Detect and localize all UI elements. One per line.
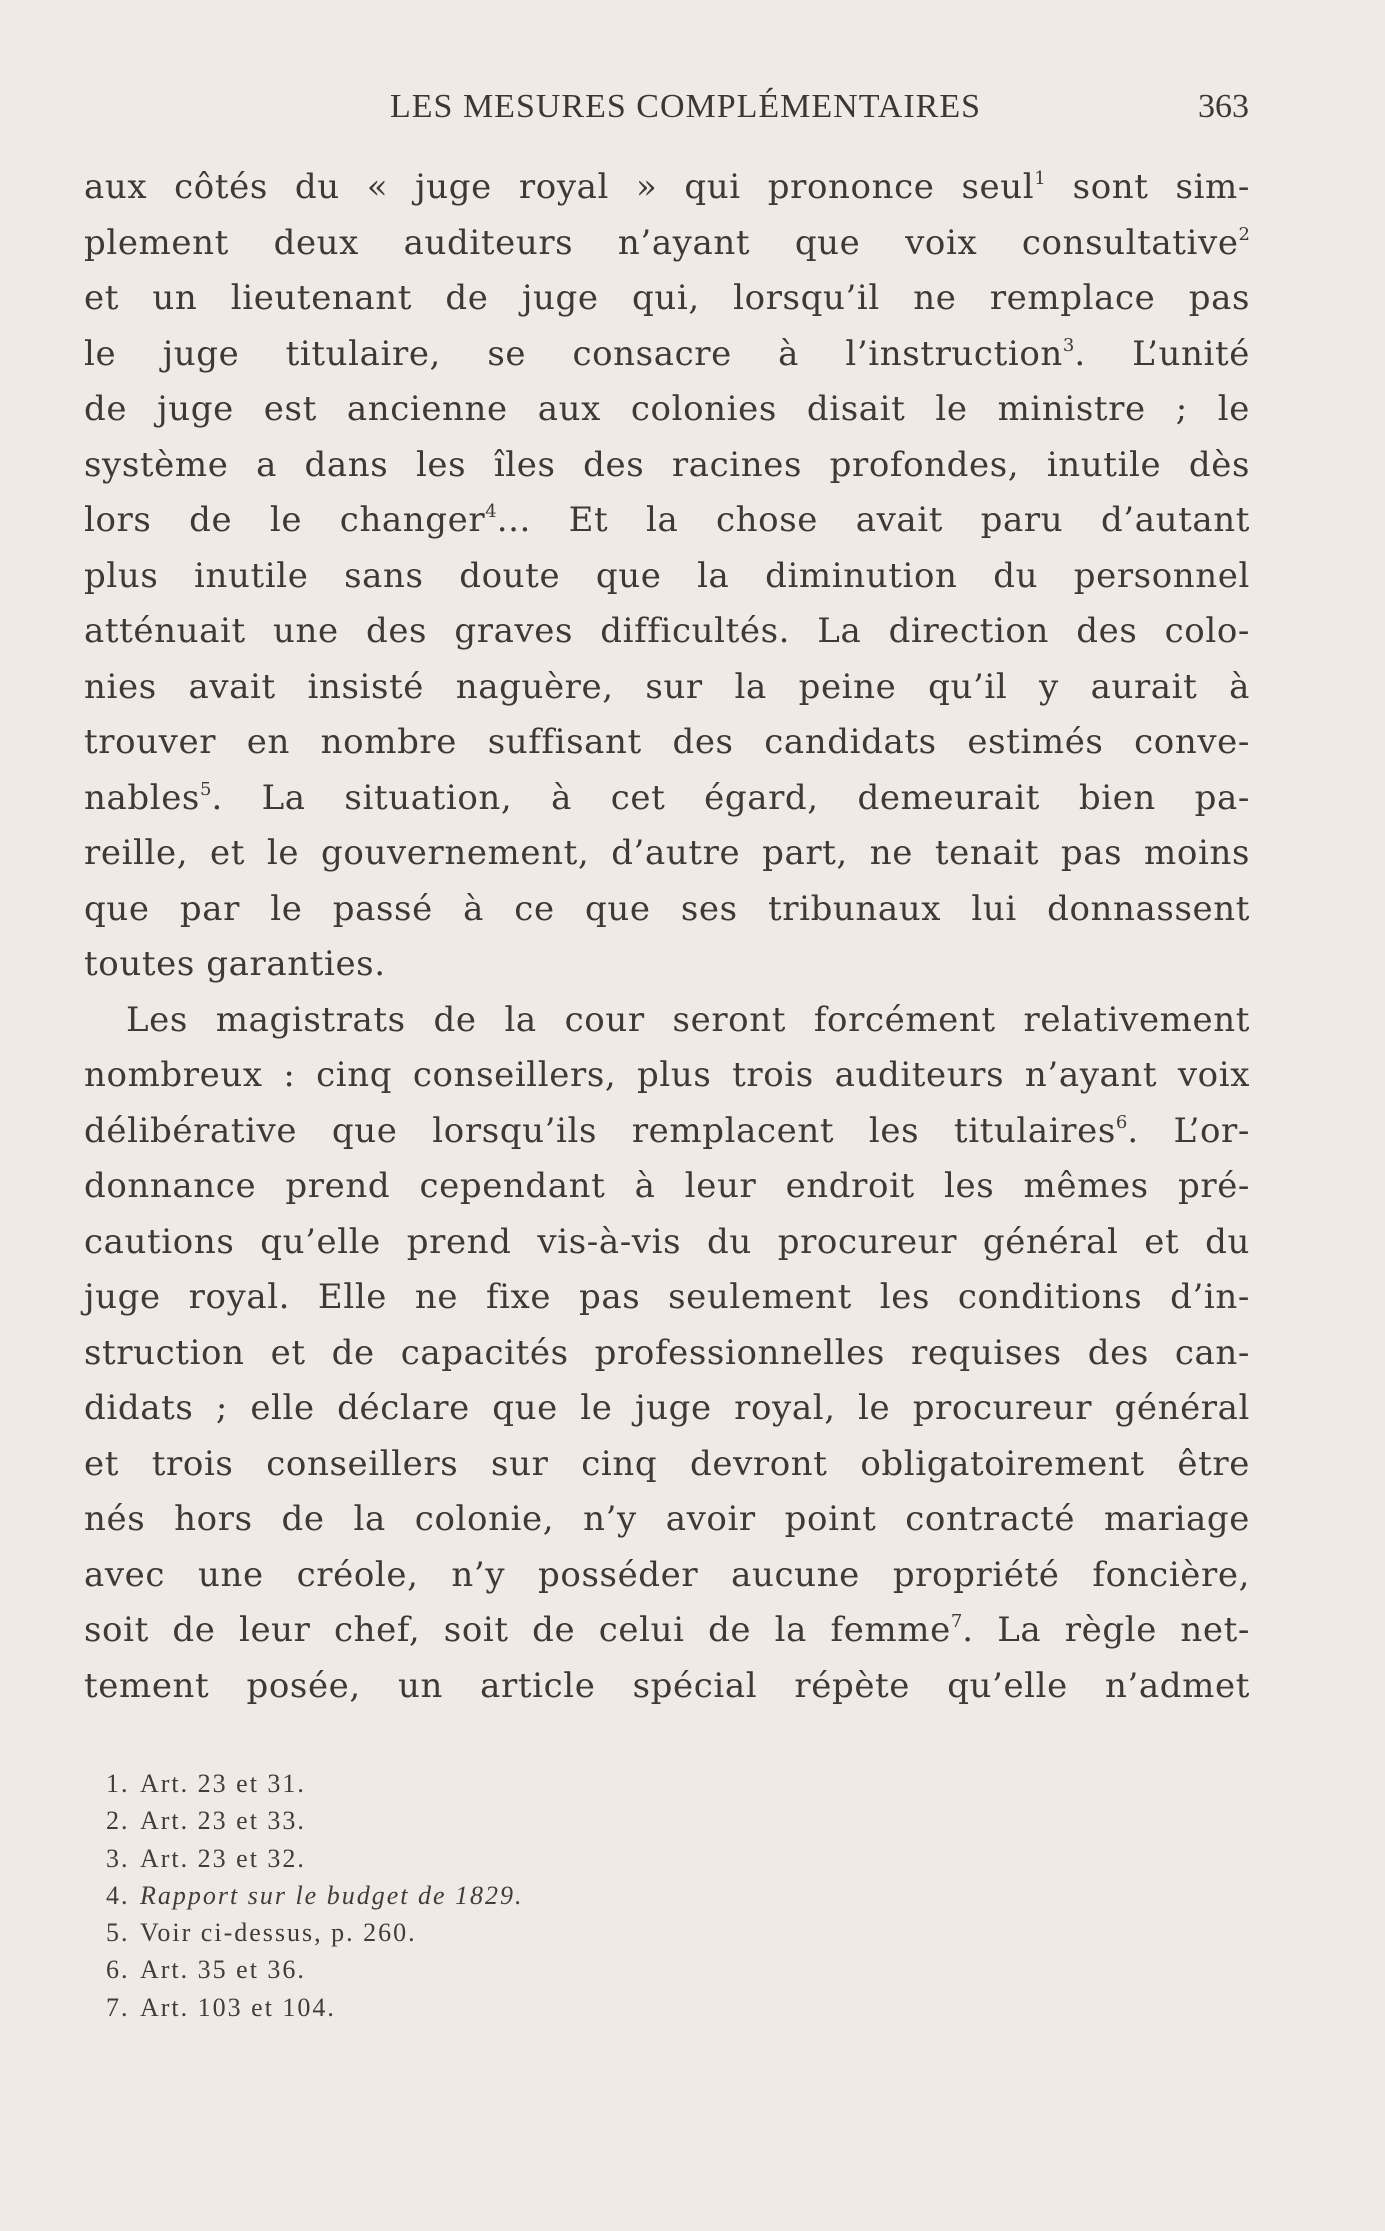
text-segment: cautions qu’elle prend vis-à-vis du procureur général et du: [84, 1221, 1250, 1262]
text-segment: donnance prend cependant à leur endroit les mêmes pré-: [84, 1166, 1250, 1206]
footnote-ref[interactable]: 1: [1034, 168, 1046, 189]
running-head: [0, 88, 1385, 138]
text-line: [84, 771, 1250, 827]
footnote: [106, 1951, 906, 1988]
text-segment: . L’unité: [1074, 333, 1251, 374]
text-segment: . La situation, à cet égard, demeurait bien pa-: [211, 777, 1250, 818]
text-line: [84, 549, 1250, 605]
text-line: [84, 1048, 1250, 1104]
text-line: [84, 882, 1250, 938]
text-segment: trouver en nombre suffisant des candidats estimés conve-: [84, 722, 1250, 762]
footnote-number: 6.: [106, 1955, 130, 1985]
text-line: [84, 438, 1250, 494]
text-segment: atténuait une des graves difficultés. La direction des colo-: [84, 611, 1250, 651]
text-segment: nies avait insisté naguère, sur la peine qu’il y aurait à: [84, 666, 1250, 707]
footnote-text: Art. 23 et 33.: [140, 1806, 306, 1836]
footnote-text: Art. 23 et 32.: [140, 1843, 306, 1873]
text-line: [84, 271, 1250, 327]
text-segment: . L’or-: [1127, 1110, 1250, 1151]
text-segment: et un lieutenant de juge qui, lorsqu’il ne remplace pas: [84, 278, 1250, 318]
text-segment: nombreux : cinq conseillers, plus trois auditeurs n’ayant voix: [84, 1055, 1250, 1095]
footnote: [106, 1989, 906, 2026]
text-line: [84, 826, 1250, 882]
text-line: [84, 1215, 1250, 1271]
text-line: [84, 327, 1250, 383]
text-line: [84, 1326, 1250, 1382]
text-segment: nés hors de la colonie, n’y avoir point contracté mariage: [84, 1499, 1250, 1539]
text-segment: aux côtés du « juge royal » qui prononce seul: [84, 167, 1035, 207]
footnote-number: 1.: [106, 1769, 130, 1798]
text-line: [84, 493, 1250, 549]
text-segment: juge royal. Elle ne fixe pas seulement les conditions d’in-: [84, 1277, 1250, 1317]
text-segment: avec une créole, n’y posséder aucune propriété foncière,: [84, 1554, 1250, 1595]
text-segment: de juge est ancienne aux colonies disait le ministre ; le: [84, 389, 1250, 429]
footnote: [106, 1914, 906, 1951]
text-segment: soit de leur chef, soit de celui de la femme: [84, 1610, 951, 1650]
text-line: [84, 1492, 1250, 1548]
footnotes: [106, 1765, 906, 2026]
footnote-text: Art. 23 et 31.: [140, 1769, 306, 1798]
text-line: [84, 382, 1250, 438]
text-segment: ... Et la chose avait paru d’autant: [496, 500, 1250, 540]
footnote-ref[interactable]: 7: [950, 1611, 963, 1632]
body-text: [84, 160, 1250, 1714]
footnote: [106, 1765, 906, 1802]
text-segment: . La règle net-: [962, 1610, 1250, 1650]
footnote: [106, 1840, 906, 1877]
text-segment: Les magistrats de la cour seront forcément relativement: [126, 999, 1250, 1040]
footnote-ref[interactable]: 4: [485, 501, 497, 522]
footnote: [106, 1802, 906, 1839]
text-line: [84, 1381, 1250, 1437]
text-segment: lors de le changer: [84, 500, 486, 540]
text-line: [84, 715, 1250, 771]
text-line: [84, 1159, 1250, 1215]
footnote-number: 5.: [106, 1918, 130, 1948]
text-line: [84, 937, 1250, 993]
text-segment: et trois conseillers sur cinq devront obligatoirement être: [84, 1443, 1250, 1484]
footnote-number: 2.: [106, 1806, 130, 1836]
text-segment: le juge titulaire, se consacre à l’instruction: [84, 333, 1063, 374]
footnote-number: 3.: [106, 1843, 130, 1873]
footnote-number: 7.: [106, 1992, 130, 2022]
text-segment: sont sim-: [1045, 167, 1250, 207]
footnote-ref[interactable]: 3: [1062, 334, 1075, 356]
footnote-number: 4.: [106, 1880, 130, 1910]
text-segment: reille, et le gouvernement, d’autre part, ne tenait pas moins: [84, 833, 1250, 873]
text-segment: tement posée, un article spécial répète qu’elle n’admet: [84, 1665, 1250, 1706]
text-segment: que par le passé à ce que ses tribunaux lui donnassent: [84, 888, 1250, 929]
footnote-text: Voir ci-dessus, p. 260.: [140, 1918, 417, 1948]
text-line: [84, 1603, 1250, 1659]
text-line: [84, 604, 1250, 660]
text-segment: struction et de capacités professionnelles requises des can-: [84, 1332, 1250, 1373]
text-line: [84, 993, 1250, 1049]
running-title: LES MESURES COMPLÉMENTAIRES: [390, 88, 982, 125]
text-segment: plus inutile sans doute que la diminution du personnel: [84, 555, 1250, 596]
text-line: [84, 1548, 1250, 1604]
text-segment: délibérative que lorsqu’ils remplacent les titulaires: [84, 1110, 1116, 1151]
footnote-ref[interactable]: 2: [1238, 223, 1250, 245]
text-line: [84, 216, 1250, 272]
text-line: [84, 160, 1250, 216]
text-segment: nables: [84, 777, 200, 818]
text-segment: système a dans les îles des racines profondes, inutile dès: [84, 444, 1250, 485]
page-number: 363: [1198, 88, 1249, 125]
text-line: [84, 1659, 1250, 1715]
text-segment: toutes garanties.: [84, 944, 386, 984]
footnote-text: Art. 103 et 104.: [140, 1992, 336, 2022]
text-line: [84, 660, 1250, 716]
footnote-text: Art. 35 et 36.: [140, 1955, 306, 1985]
footnote: [106, 1877, 906, 1914]
footnote-ref[interactable]: 5: [199, 778, 212, 800]
text-line: [84, 1104, 1250, 1160]
text-segment: didats ; elle déclare que le juge royal, le procureur général: [84, 1388, 1250, 1428]
text-line: [84, 1270, 1250, 1326]
text-segment: plement deux auditeurs n’ayant que voix consultative: [84, 222, 1239, 263]
footnote-ref[interactable]: 6: [1115, 1111, 1128, 1133]
footnote-text: Rapport sur le budget de 1829.: [140, 1880, 524, 1910]
text-line: [84, 1437, 1250, 1493]
